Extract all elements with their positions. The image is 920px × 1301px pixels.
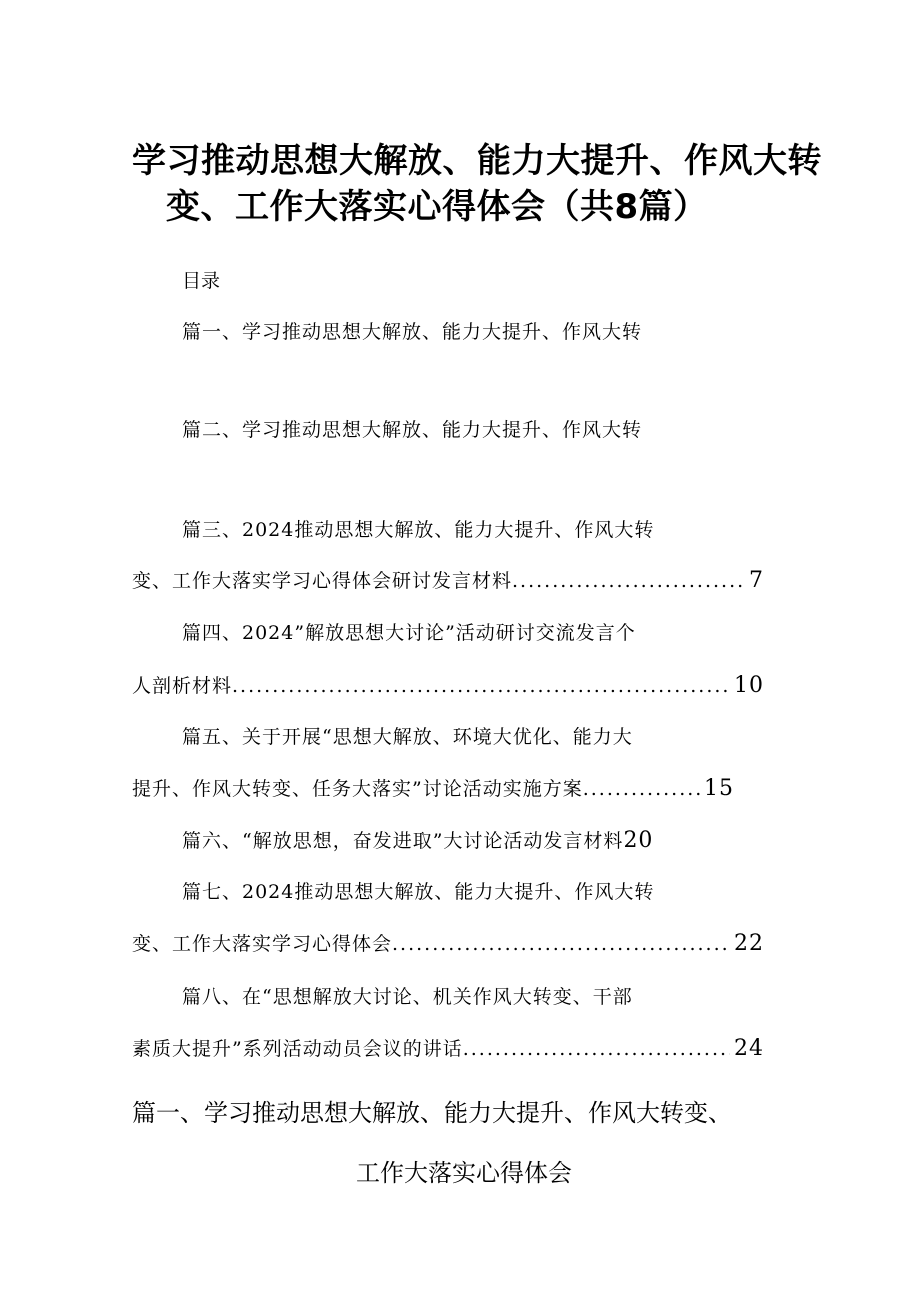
toc-entry-1[interactable]: 篇一、学习推动思想大解放、能力大提升、作风大转 [182, 321, 643, 343]
toc-entry-3-text: 变、工作大落实学习心得体会研讨发言材料 [132, 570, 513, 592]
toc-entry-3-continuation[interactable] [132, 566, 764, 596]
document-title [120, 138, 822, 230]
toc-entry-2[interactable]: 篇二、学习推动思想大解放、能力大提升、作风大转 [182, 419, 643, 441]
toc-entry-5-continuation[interactable] [132, 774, 734, 804]
section-heading-line-1: 篇一、学习推动思想大解放、能力大提升、作风大转变、 [132, 1099, 732, 1127]
toc-entry-3[interactable]: 篇三、2024推动思想大解放、能力大提升、作风大转 [182, 519, 655, 541]
toc-entry-4[interactable]: 篇四、2024”解放思想大讨论”活动研讨交流发言个 [182, 622, 636, 644]
toc-entry-3-page: 7 [749, 568, 764, 593]
toc-entry-5-page: 15 [704, 776, 734, 801]
document-title-line-2: 变、工作大落实心得体会（共8篇） [166, 187, 708, 227]
toc-entry-6-page: 20 [623, 828, 654, 853]
toc-entry-5[interactable]: 篇五、关于开展“思想大解放、环境大优化、能力大 [182, 726, 633, 748]
toc-entry-7[interactable]: 篇七、2024推动思想大解放、能力大提升、作风大转 [182, 881, 655, 903]
section-heading-line-2: 工作大落实心得体会 [356, 1159, 572, 1187]
toc-entry-8-page: 24 [734, 1036, 764, 1061]
toc-entry-8-text: 素质大提升”系列活动动员会议的讲话 [132, 1038, 463, 1060]
toc-entry-4-page: 10 [734, 673, 764, 698]
toc-entry-4-text: 人剖析材料 [132, 675, 233, 697]
toc-entry-4-continuation[interactable] [132, 671, 764, 701]
toc-entry-8[interactable]: 篇八、在“思想解放大讨论、机关作风大转变、干部 [182, 986, 633, 1008]
toc-entry-8-continuation[interactable] [132, 1034, 764, 1064]
toc-entry-7-page: 22 [734, 931, 764, 956]
toc-entry-7-continuation[interactable] [132, 929, 764, 959]
toc-heading: 目录 [182, 270, 221, 292]
toc-leader-dots [232, 671, 730, 701]
toc-entry-6-text: 篇六、“解放思想，奋发进取”大讨论活动发言材料 [182, 830, 624, 852]
document-title-line-1: 学习推动思想大解放、能力大提升、作风大转 [132, 141, 822, 181]
toc-entry-7-text: 变、工作大落实学习心得体会 [132, 933, 393, 955]
toc-entry-5-text: 提升、作风大转变、任务大落实”讨论活动实施方案 [132, 778, 583, 800]
toc-leader-dots [392, 929, 730, 959]
toc-entry-6[interactable] [182, 826, 653, 856]
toc-leader-dots [512, 566, 745, 596]
toc-leader-dots [583, 774, 700, 804]
toc-leader-dots [463, 1034, 730, 1064]
